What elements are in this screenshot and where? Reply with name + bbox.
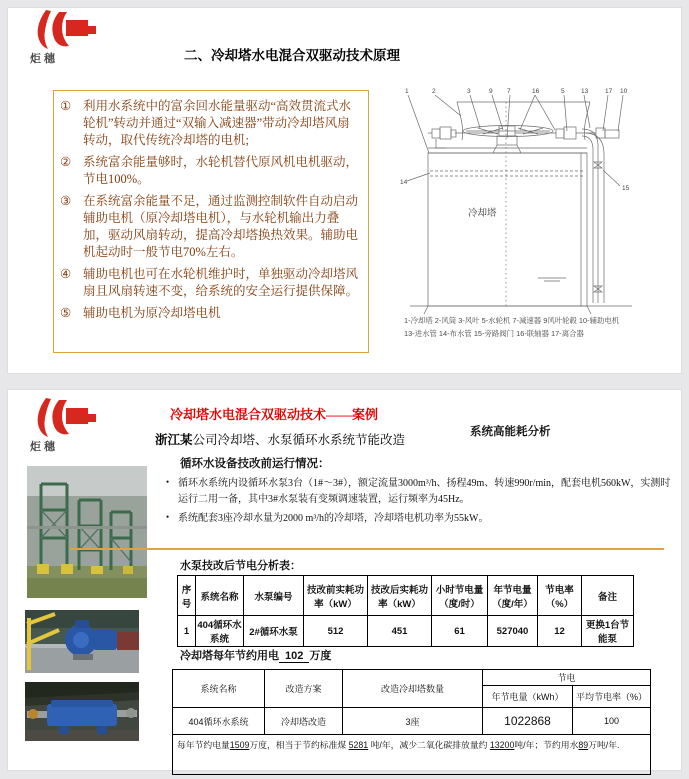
- bullet-item: • 循环水系统内设循环水泵3台（1#～3#），额定流量3000m³/h、扬程49m、转速990r/min，配套电机560kW，实测时运行二用一备，其中3#水泵装有变频调速装置，运行频率为45Hz。: [176, 476, 676, 507]
- col-header: 小时节电量（度/时）: [432, 576, 488, 616]
- footer-underlined-value: 89: [578, 740, 589, 750]
- brand-name: 炬穗: [30, 441, 58, 453]
- col-header: 备注: [582, 576, 634, 616]
- list-item: [60, 193, 360, 261]
- col-header: 年节电量（度/年）: [488, 576, 538, 616]
- col-header: 技改前实耗功率（kW）: [304, 576, 368, 616]
- item-text: 在系统富余能量不足，通过监测控制软件自动启动辅助电机（原冷却塔电机），与水轮机输出力叠加，驱动风扇转动，提高冷却塔换热效果。辅助电机起动时一般节电70%左右。: [83, 194, 359, 259]
- footer-text-segment: 万吨/年.: [588, 740, 620, 750]
- slide2-title: 冷却塔水电混合双驱动技术——案例: [169, 407, 378, 422]
- pre-retrofit-bullets: [176, 476, 676, 531]
- turbine-gearbox-photo: [25, 682, 139, 741]
- list-item: [60, 305, 360, 322]
- col-header: 序号: [178, 576, 196, 616]
- item-number: ②: [60, 155, 72, 169]
- svg-text:16: 16: [532, 88, 540, 95]
- item-text: 辅助电机为原冷却塔电机: [83, 306, 221, 320]
- footer-underlined-value: 13200: [489, 740, 515, 750]
- cell: 更换1台节能泵: [582, 616, 634, 647]
- cell: 451: [368, 616, 432, 647]
- company-logo: [28, 8, 100, 66]
- circulation-pump-photo: [25, 610, 139, 673]
- note-value: 102: [279, 650, 309, 663]
- svg-text:1: 1: [405, 88, 409, 95]
- cell: 100: [573, 708, 651, 735]
- cell: 1: [178, 616, 196, 647]
- analysis-heading: 系统高能耗分析: [470, 426, 551, 438]
- table-row: [173, 708, 651, 735]
- list-item: [60, 154, 360, 188]
- cell: 12: [538, 616, 582, 647]
- svg-text:15: 15: [622, 185, 630, 192]
- svg-text:9: 9: [489, 88, 493, 95]
- section-heading: 循环水设备技改前运行情况：: [180, 458, 330, 470]
- annual-saving-note: [180, 647, 331, 663]
- svg-text:3: 3: [467, 88, 471, 95]
- item-text: 系统富余能量够时，水轮机替代原风机电机驱动，节电100%。: [83, 155, 359, 186]
- company-logo: [28, 396, 100, 454]
- subtitle-rest: 公司冷却塔、水泵循环水系统节能改造: [192, 433, 406, 447]
- note-suffix: 万度: [309, 650, 332, 662]
- cell: 2#循环水泵: [244, 616, 304, 647]
- flame-logo-icon: [28, 8, 100, 54]
- svg-text:10: 10: [620, 88, 628, 95]
- sub-header: 年节电量（kWh）: [483, 686, 573, 708]
- item-number: ③: [60, 194, 72, 208]
- cooling-tower-retrofit-table: [172, 669, 651, 775]
- slide1-title: 二、冷却塔水电混合双驱动技术原理: [184, 48, 400, 63]
- footer-text-segment: 每年节约电量: [177, 740, 230, 750]
- cell: 404循环水系统: [173, 708, 265, 735]
- note-prefix: 冷却塔每年节约用电: [180, 650, 279, 662]
- cooling-tower-diagram: [398, 78, 674, 346]
- cell: 404循环水系统: [196, 616, 244, 647]
- list-item: [60, 98, 360, 149]
- col-header: 节电率（%）: [538, 576, 582, 616]
- footer-text-segment: 吨/年；节约用水: [514, 740, 579, 750]
- col-header: 改造冷却塔数量: [343, 670, 483, 708]
- cell: 冷却塔改造: [265, 708, 343, 735]
- svg-text:13: 13: [581, 88, 589, 95]
- item-text: 辅助电机也可在水轮机维护时，单独驱动冷却塔风扇且风扇转速不变，给系统的安全运行提供保障。: [83, 267, 359, 298]
- footer-cell: [173, 735, 651, 775]
- svg-text:13-进水管 14-布水管 15-旁路阀门 16: 13-进水管 14-布水管 15-旁路阀门 16-联轴器 17-离合器: [404, 329, 584, 338]
- group-header: 节电: [483, 670, 651, 686]
- cell: 512: [304, 616, 368, 647]
- cell: 3座: [343, 708, 483, 735]
- cell: 527040: [488, 616, 538, 647]
- cell: 1022868: [483, 708, 573, 735]
- item-number: ④: [60, 267, 72, 281]
- principle-points-box: [53, 90, 369, 353]
- item-number: ⑤: [60, 306, 72, 320]
- item-text: 利用水系统中的富余回水能量驱动“高效贯流式水轮机”转动并通过“双输入减速器”带动冷却塔风扇转动，取代传统冷却塔的电机;: [83, 99, 352, 147]
- footer-text-segment: 万度，相当于节约标准煤: [249, 740, 349, 750]
- table-footer-row: [173, 735, 651, 775]
- pump-savings-table: [177, 575, 634, 647]
- svg-text:7: 7: [507, 88, 511, 95]
- svg-text:17: 17: [605, 88, 613, 95]
- sub-header: 平均节电率（%）: [573, 686, 651, 708]
- subtitle-company: 浙江某: [155, 433, 193, 447]
- bullet-item: • 系统配套3座冷却水量为2000 m³/h的冷却塔，冷却塔电机功率为55kW。: [176, 511, 676, 527]
- svg-text:1-冷却塔 2-风筒 3-风叶 5-水轮机 7-减速: 1-冷却塔 2-风筒 3-风叶 5-水轮机 7-减速器 9风叶轮毂 10-辅助电机: [404, 316, 620, 325]
- flame-logo-icon: [28, 396, 100, 442]
- footer-underlined-value: 1509: [229, 740, 250, 750]
- svg-text:14: 14: [400, 179, 408, 186]
- col-header: 技改后实耗功率（kW）: [368, 576, 432, 616]
- col-header: 系统名称: [196, 576, 244, 616]
- list-item: [60, 266, 360, 300]
- svg-text:2: 2: [432, 88, 436, 95]
- svg-text:5: 5: [561, 88, 565, 95]
- cell: 61: [432, 616, 488, 647]
- col-header: 水泵编号: [244, 576, 304, 616]
- cooling-tower-site-photo: [27, 466, 147, 598]
- col-header: 系统名称: [173, 670, 265, 708]
- table-row: [178, 616, 634, 647]
- footer-text-segment: 吨/年，减少二氧化碳排放量约: [368, 740, 490, 750]
- item-number: ①: [60, 99, 72, 113]
- case-subtitle: [155, 430, 405, 448]
- svg-text:冷却塔: 冷却塔: [468, 208, 497, 219]
- col-header: 改造方案: [265, 670, 343, 708]
- brand-name: 炬穗: [30, 53, 58, 65]
- slide-2: [8, 390, 681, 770]
- slide-1: [8, 8, 681, 373]
- footer-underlined-value: 5281: [348, 740, 369, 750]
- gold-divider-line: [70, 548, 664, 550]
- pump-table-title: 水泵技改后节电分析表：: [180, 560, 301, 572]
